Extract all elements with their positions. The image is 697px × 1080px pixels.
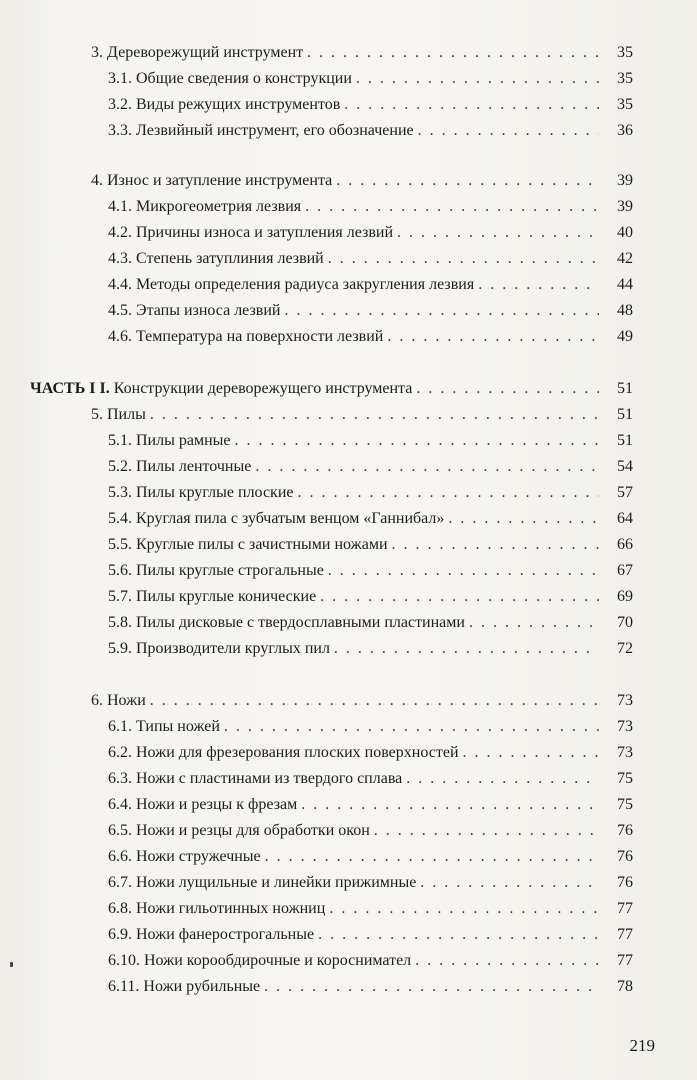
- toc-page-number: 76: [617, 848, 633, 865]
- toc-entry-title: 5.7. Пилы круглые конические: [108, 588, 317, 605]
- toc-entry-title: 6.6. Ножи стружечные: [108, 848, 261, 865]
- dot-leader: [415, 948, 599, 974]
- toc-section: [108, 118, 633, 144]
- dot-leader: [320, 584, 599, 610]
- toc-page-number: 51: [617, 380, 633, 397]
- toc-entry-title: 6.7. Ножи лущильные и линейки прижимные: [108, 874, 417, 891]
- dot-leader: [469, 610, 599, 636]
- toc-entry-title: 6.9. Ножи фанерострогальные: [108, 926, 315, 943]
- toc-page-number: 77: [617, 926, 633, 943]
- toc-page-number: 70: [617, 614, 633, 631]
- toc-page-number: 42: [617, 250, 633, 267]
- toc-chapter: [91, 168, 633, 194]
- toc-entry-title: 5.6. Пилы круглые строгальные: [108, 562, 324, 579]
- dot-leader: [336, 168, 599, 194]
- toc-section: [108, 480, 633, 506]
- toc-section: [108, 194, 633, 220]
- toc-entry-title: 4. Износ и затупление инструмента: [91, 172, 333, 189]
- toc-entry-title: 6.5. Ножи и резцы для обработки окон: [108, 822, 370, 839]
- toc-section: [108, 922, 633, 948]
- dot-leader: [448, 506, 599, 532]
- dot-leader: [344, 92, 599, 118]
- dot-leader: [264, 974, 599, 1000]
- toc-entry-title: 6.8. Ножи гильотинных ножниц: [108, 900, 326, 917]
- dot-leader: [150, 402, 599, 428]
- toc-section: [108, 636, 633, 662]
- dot-leader: [224, 714, 599, 740]
- dot-leader: [392, 532, 600, 558]
- toc-entry-title: 4.5. Этапы износа лезвий: [108, 302, 281, 319]
- toc-page-number: 36: [617, 122, 633, 139]
- toc-page-number: 75: [617, 770, 633, 787]
- toc-page-number: 73: [617, 718, 633, 735]
- toc-page-number: 67: [617, 562, 633, 579]
- dot-leader: [387, 324, 599, 350]
- dot-leader: [265, 844, 599, 870]
- dot-leader: [284, 298, 599, 324]
- dot-leader: [307, 40, 599, 66]
- dot-leader: [328, 558, 599, 584]
- toc-section: [108, 844, 633, 870]
- toc-section: [108, 792, 633, 818]
- toc-entry-title: 4.1. Микрогеометрия лезвия: [108, 198, 302, 215]
- toc-page-number: 76: [617, 874, 633, 891]
- toc-section: [108, 298, 633, 324]
- toc-section: [108, 324, 633, 350]
- page-number: 219: [629, 1036, 655, 1055]
- toc-entry-title: 6.10. Ножи корообдирочные и короснимател: [108, 952, 412, 969]
- toc-section: [108, 610, 633, 636]
- toc-page-number: 51: [617, 432, 633, 449]
- toc-entry-title: 6.3. Ножи с пластинами из твердого сплава: [108, 770, 403, 787]
- toc-section: [108, 92, 633, 118]
- toc-page-number: 54: [617, 458, 633, 475]
- toc-entry-title: 3. Дереворежущий инструмент: [91, 44, 304, 61]
- toc-section: [108, 428, 633, 454]
- print-speck: [10, 962, 13, 967]
- toc-section: [108, 870, 633, 896]
- toc-section: [108, 974, 633, 1000]
- toc-section: [108, 272, 633, 298]
- dot-leader: [301, 792, 599, 818]
- toc-page-number: 39: [617, 172, 633, 189]
- toc-section: [108, 584, 633, 610]
- toc-part-heading: [30, 376, 633, 402]
- toc-page-number: 44: [617, 276, 633, 293]
- toc-section: [108, 948, 633, 974]
- dot-leader: [356, 66, 599, 92]
- toc-page-number: 35: [617, 44, 633, 61]
- toc-page-number: 69: [617, 588, 633, 605]
- toc-page-number: 57: [617, 484, 633, 501]
- toc-entry-title: 5.5. Круглые пилы с зачистными ножами: [108, 536, 388, 553]
- toc-entry-title: 5.3. Пилы круглые плоские: [108, 484, 294, 501]
- toc-section: [108, 454, 633, 480]
- dot-leader: [329, 896, 599, 922]
- toc-page-number: 39: [617, 198, 633, 215]
- toc-chapter: [91, 40, 633, 66]
- dot-leader: [297, 480, 599, 506]
- dot-leader: [255, 454, 599, 480]
- toc-section: [108, 506, 633, 532]
- dot-leader: [318, 922, 599, 948]
- toc-entry-title: 5.9. Производители круглых пил: [108, 640, 330, 657]
- toc-entry-title: 5.4. Круглая пила с зубчатым венцом «Ганнибал»: [108, 510, 445, 527]
- toc-entry-title: 6. Ножи: [91, 692, 146, 709]
- toc-page-number: 76: [617, 822, 633, 839]
- dot-leader: [334, 636, 599, 662]
- toc-page-number: 49: [617, 328, 633, 345]
- toc-page-number: 35: [617, 70, 633, 87]
- part-title: Конструкции дереворежущего инструмента: [109, 380, 413, 397]
- toc-entry-title: 5. Пилы: [91, 406, 146, 423]
- toc-entry-title: 6.1. Типы ножей: [108, 718, 220, 735]
- toc-section: [108, 220, 633, 246]
- dot-leader: [397, 220, 599, 246]
- toc-entry-title: 3.3. Лезвийный инструмент, его обозначение: [108, 122, 414, 139]
- toc-page-number: 78: [617, 978, 633, 995]
- part-prefix: ЧАСТЬ I I.: [30, 380, 110, 397]
- toc-section: [108, 740, 633, 766]
- dot-leader: [305, 194, 599, 220]
- toc-entry-title: 5.1. Пилы рамные: [108, 432, 231, 449]
- toc-section: [108, 818, 633, 844]
- toc-entry-title: 6.11. Ножи рубильные: [108, 978, 261, 995]
- toc-page-number: 75: [617, 796, 633, 813]
- toc-chapter: [91, 688, 633, 714]
- toc-page-number: 51: [617, 406, 633, 423]
- toc-entry-title: 3.1. Общие сведения о конструкции: [108, 70, 352, 87]
- toc-page-number: 66: [617, 536, 633, 553]
- toc-page-number: 73: [617, 692, 633, 709]
- toc-page-number: 77: [617, 952, 633, 969]
- toc-entry-title: [30, 376, 412, 402]
- toc-page-number: 48: [617, 302, 633, 319]
- toc-entry-title: 4.2. Причины износа и затупления лезвий: [108, 224, 394, 241]
- toc-section: [108, 246, 633, 272]
- toc-entry-title: 5.8. Пилы дисковые с твердосплавными пластинами: [108, 614, 465, 631]
- toc-entry-title: 4.3. Степень затуплиния лезвий: [108, 250, 324, 267]
- dot-leader: [235, 428, 600, 454]
- toc-page-number: 40: [617, 224, 633, 241]
- toc-page-number: 77: [617, 900, 633, 917]
- toc-entry-title: 4.4. Методы определения радиуса закругления лезвия: [108, 276, 475, 293]
- dot-leader: [374, 818, 599, 844]
- toc-entry-title: 4.6. Температура на поверхности лезвий: [108, 328, 384, 345]
- dot-leader: [420, 870, 599, 896]
- toc-section: [108, 766, 633, 792]
- toc-entry-title: 6.2. Ножи для фрезерования плоских поверхностей: [108, 744, 459, 761]
- toc-section: [108, 714, 633, 740]
- toc-page-number: 73: [617, 744, 633, 761]
- toc-entry-title: 6.4. Ножи и резцы к фрезам: [108, 796, 298, 813]
- dot-leader: [150, 688, 599, 714]
- dot-leader: [463, 740, 600, 766]
- dot-leader: [328, 246, 599, 272]
- dot-leader: [416, 376, 599, 402]
- toc-chapter: [91, 402, 633, 428]
- toc-page-number: 72: [617, 640, 633, 657]
- toc-entry-title: 5.2. Пилы ленточные: [108, 458, 252, 475]
- dot-leader: [478, 272, 599, 298]
- toc-page-number: 35: [617, 96, 633, 113]
- dot-leader: [406, 766, 599, 792]
- toc-section: [108, 532, 633, 558]
- dot-leader: [418, 118, 599, 144]
- toc-entry-title: 3.2. Виды режущих инструментов: [108, 96, 341, 113]
- toc-section: [108, 66, 633, 92]
- toc-section: [108, 558, 633, 584]
- toc-section: [108, 896, 633, 922]
- toc-page-number: 64: [617, 510, 633, 527]
